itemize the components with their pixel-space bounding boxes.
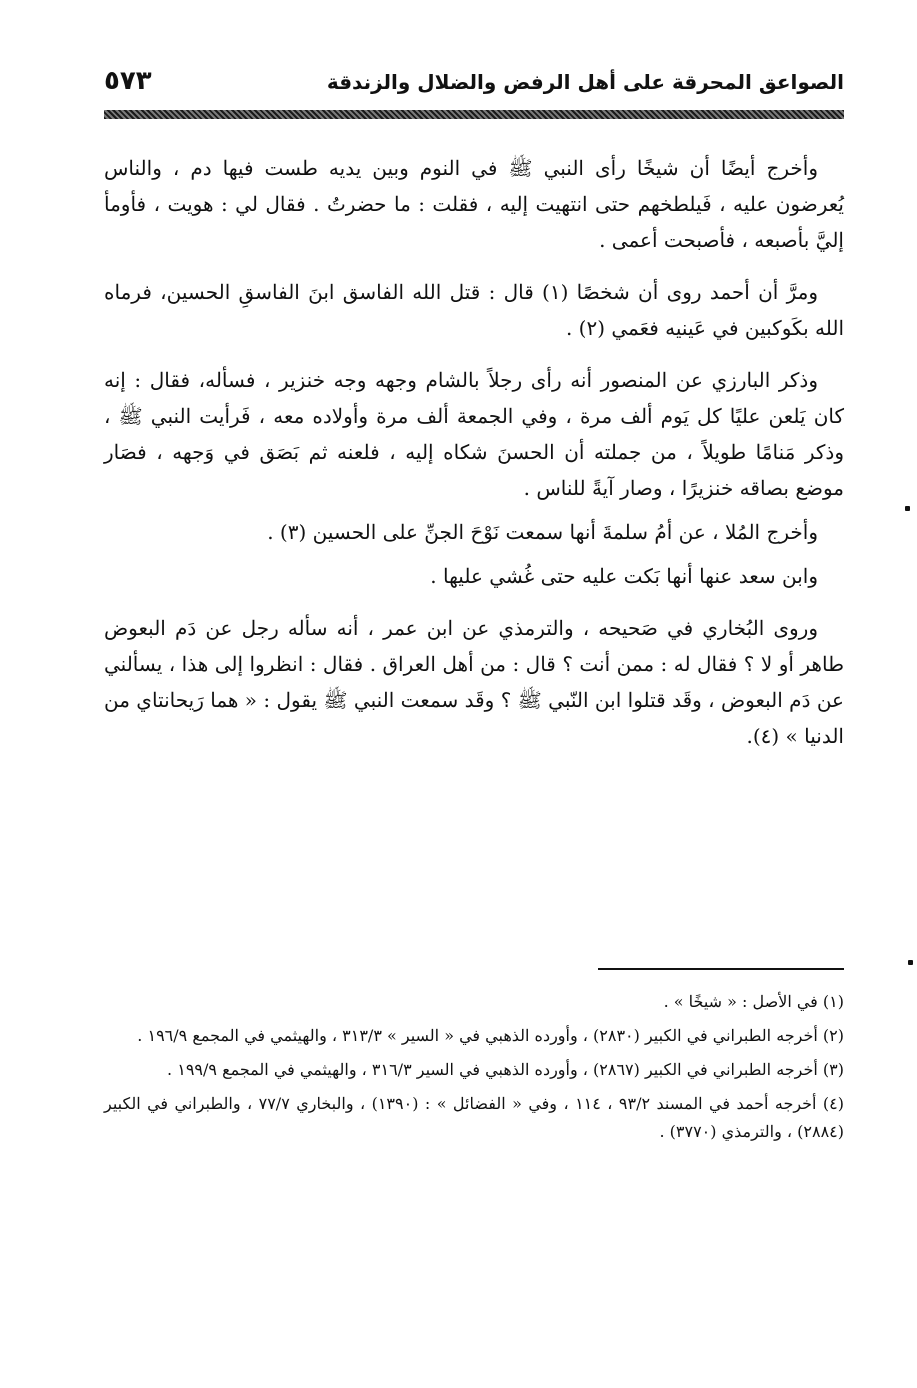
paragraph: وذكر البارزي عن المنصور أنه رأى رجلاً بالشام وجهه وجه خنزير ، فسأله، فقال : إنه كان يَلعن عليًا كل يَوم ألف مرة ، وفي الجمعة ألف مرة وأولاده معه ، فَرأيت النبي ﷺ ، وذكر مَنامًا طويلاً ، من جملته أن الحسنَ شكاه إليه ، فلعنه ثم بَصَق في وَجهه ، فصَار موضع بصاقه خنزيرًا ، وصار آيةً للناس . [104, 368, 844, 500]
footnote-divider [598, 968, 844, 970]
main-text [104, 150, 844, 770]
footnotes [104, 988, 844, 1152]
scan-margin-mark [905, 506, 910, 511]
page-number: ٥٧٣ [104, 66, 152, 96]
footnote: (٣) أخرجه الطبراني في الكبير (٢٨٦٧) ، وأورده الذهبي في السير ٣١٦/٣ ، والهيثمي في المجمع ١٩٩/٩ . [167, 1060, 844, 1079]
page-header [104, 66, 844, 106]
header-divider [104, 110, 844, 119]
paragraph: وأخرج المُلا ، عن أمُ سلمةَ أنها سمعت نَوْحَ الجنِّ على الحسين (٣) . [267, 520, 818, 544]
paragraph: وروى البُخاري في صَحيحه ، والترمذي عن ابن عمر ، أنه سأله رجل عن دَم البعوض طاهر أو لا ؟ فقال له : ممن أنت ؟ قال : من أهل العراق . فقال : انظروا إلى هذا ، يسألني عن دَم البعوض ، وقَد قتلوا ابن النّبي ﷺ ؟ وقَد سمعت النبي ﷺ يقول : « هما رَيحانتاي من الدنيا » (٤). [104, 616, 844, 748]
footnote: (١) في الأصل : « شيخًا » . [663, 992, 844, 1011]
paragraph: وأخرج أيضًا أن شيخًا رأى النبي ﷺ في النوم وبين يديه طست فيها دم ، والناس يُعرضون عليه ، فَيلطخهم حتى انتهيت إليه ، فقلت : ما حضرتُ . فقال لي : هويت ، فأومأ إليَّ بأصبعه ، فأصبحت أعمى . [104, 156, 844, 252]
paragraph: ومرَّ أن أحمد روى أن شخصًا (١) قال : قتل الله الفاسق ابنَ الفاسقِ الحسين، فرماه الله بكَوكبين في عَينيه فعَمي (٢) . [104, 280, 844, 340]
running-title: الصواعق المحرقة على أهل الرفض والضلال والزندقة [326, 70, 844, 94]
paragraph: وابن سعد عنها أنها بَكت عليه حتى غُشي عليها . [430, 564, 818, 588]
footnote: (٢) أخرجه الطبراني في الكبير (٢٨٣٠) ، وأورده الذهبي في « السير » ٣١٣/٣ ، والهيثمي في المجمع ١٩٦/٩ . [137, 1026, 844, 1045]
scan-margin-mark [908, 960, 913, 965]
footnote: (٤) أخرجه أحمد في المسند ٩٣/٢ ، ١١٤ ، وفي « الفضائل » : (١٣٩٠) ، والبخاري ٧٧/٧ ، والطبراني في الكبير (٢٨٨٤) ، والترمذي (٣٧٧٠) . [104, 1094, 845, 1141]
